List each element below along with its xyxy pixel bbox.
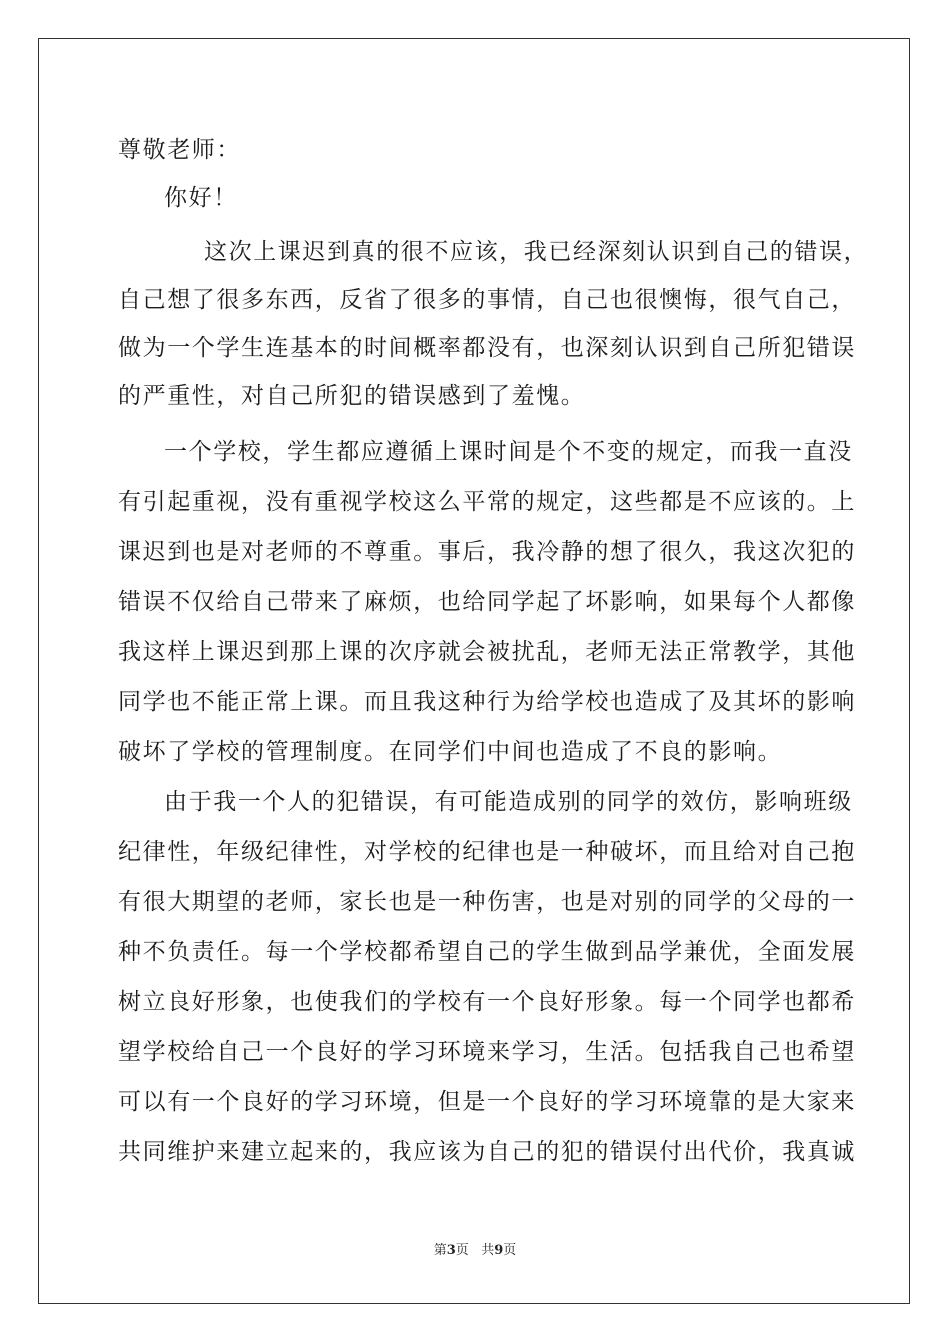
paragraph-2-line-7: 破坏了学校的管理制度。在同学们中间也造成了不良的影响。 <box>118 739 783 765</box>
page-mid: 页 共 <box>455 1243 495 1258</box>
paragraph-3-line-1: 由于我一个人的犯错误，有可能造成别的同学的效仿，影响班级 <box>164 789 853 815</box>
paragraph-2-line-6: 同学也不能正常上课。而且我这种行为给学校也造成了及其坏的影响 <box>118 689 856 715</box>
paragraph-2-line-5: 我这样上课迟到那上课的次序就会被扰乱，老师无法正常教学，其他 <box>118 639 856 665</box>
page-prefix: 第 <box>433 1243 447 1258</box>
paragraph-1-line-3: 做为一个学生连基本的时间概率都没有，也深刻认识到自己所犯错误 <box>118 335 856 361</box>
paragraph-2-line-2: 有引起重视，没有重视学校这么平常的规定，这些都是不应该的。上 <box>118 489 856 515</box>
paragraph-1-line-4: 的严重性，对自己所犯的错误感到了羞愧。 <box>118 383 586 409</box>
paragraph-2-line-4: 错误不仅给自己带来了麻烦，也给同学起了坏影响，如果每个人都像 <box>118 589 856 615</box>
paragraph-1-line-2: 自己想了很多东西，反省了很多的事情，自己也很懊悔，很气自己， <box>118 287 856 313</box>
page-current: 3 <box>446 1243 456 1258</box>
paragraph-3-line-4: 种不负责任。每一个学校都希望自己的学生做到品学兼优，全面发展 <box>118 939 856 965</box>
paragraph-3-line-8: 共同维护来建立起来的，我应该为自己的犯的错误付出代价，我真诚 <box>118 1139 856 1165</box>
paragraph-2-line-3: 课迟到也是对老师的不尊重。事后，我冷静的想了很久，我这次犯的 <box>118 539 856 565</box>
greeting: 你好！ <box>164 185 238 211</box>
page-number-footer <box>0 1242 950 1260</box>
paragraph-3-line-6: 望学校给自己一个良好的学习环境来学习，生活。包括我自己也希望 <box>118 1039 856 1065</box>
paragraph-1-line-1: 这次上课迟到真的很不应该，我已经深刻认识到自己的错误， <box>204 239 869 265</box>
page-total: 9 <box>494 1243 504 1258</box>
paragraph-3-line-5: 树立良好形象，也使我们的学校有一个良好形象。每一个同学也都希 <box>118 989 856 1015</box>
paragraph-2-line-1: 一个学校，学生都应遵循上课时间是个不变的规定，而我一直没 <box>164 439 853 465</box>
paragraph-3-line-7: 可以有一个良好的学习环境，但是一个良好的学习环境靠的是大家来 <box>118 1089 856 1115</box>
paragraph-3-line-3: 有很大期望的老师，家长也是一种伤害，也是对别的同学的父母的一 <box>118 889 856 915</box>
salutation: 尊敬老师： <box>118 137 241 163</box>
page-suffix: 页 <box>503 1243 517 1258</box>
paragraph-3-line-2: 纪律性，年级纪律性，对学校的纪律也是一种破坏，而且给对自己抱 <box>118 839 856 865</box>
